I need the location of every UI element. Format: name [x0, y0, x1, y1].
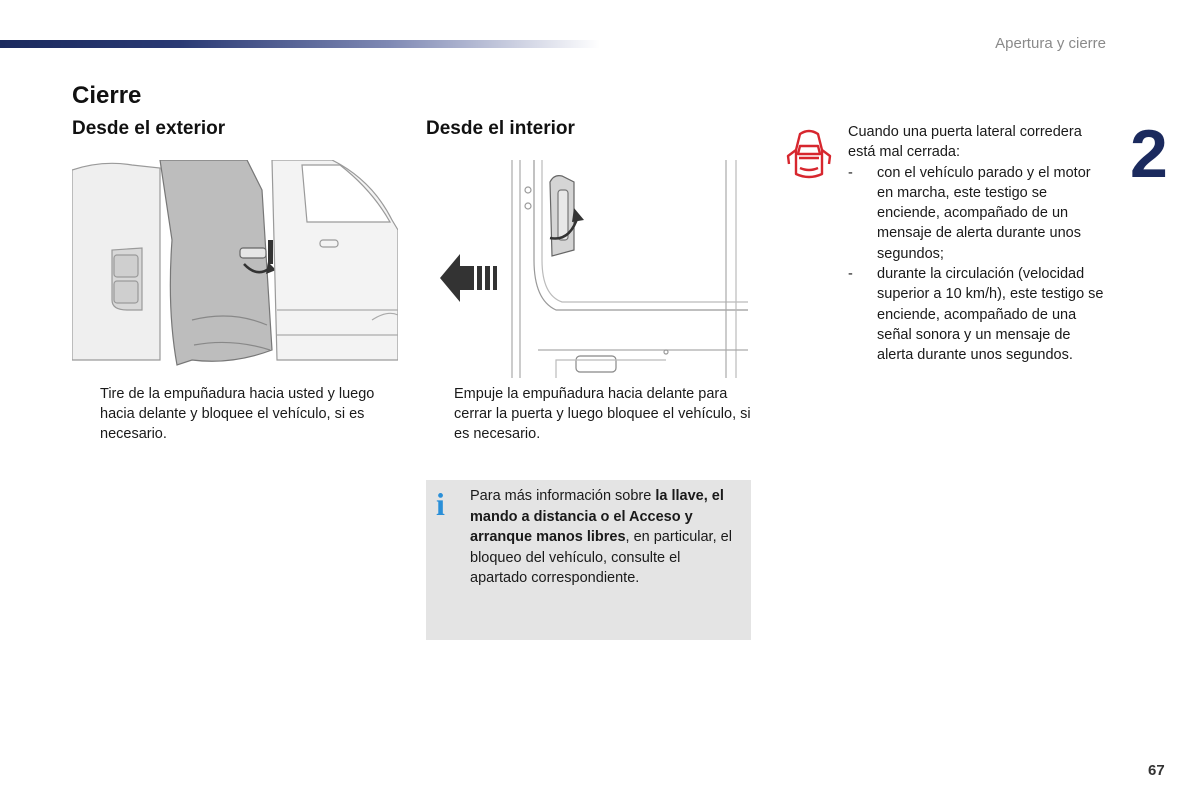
step-exterior-text: Tire de la empuñadura hacia usted y luego hacia delante y bloquee el vehículo, si es necesario. [100, 386, 375, 442]
figure-interior-sliding-door [426, 160, 752, 378]
warning-text [848, 122, 1108, 366]
info-box [426, 480, 751, 640]
info-text-suffix: , en particular, el bloqueo del vehículo, consulte el apartado correspondiente. [470, 529, 732, 586]
info-text [470, 486, 740, 589]
step-interior-text: Empuje la empuñadura hacia delante para cerrar la puerta y luego bloquee el vehículo, si es necesario. [454, 386, 751, 442]
door-open-warning-icon [786, 128, 832, 182]
page-title: Cierre [72, 82, 142, 109]
section-title: Apertura y cierre [995, 35, 1106, 52]
page-number: 67 [1148, 762, 1165, 779]
warning-item [848, 264, 1108, 365]
figure-exterior-sliding-door [72, 160, 398, 378]
warning-item-2: durante la circulación (velocidad superior a 10 km/h), este testigo se enciende, acompañado de una señal sonora y un mensaje de alerta durante unos segundos. [877, 266, 1104, 364]
chapter-number: 2 [1130, 116, 1168, 192]
info-text-prefix: Para más información sobre [470, 488, 656, 504]
header-gradient-bar [0, 40, 600, 48]
dash-bullet: - [848, 266, 853, 283]
info-text-bold: la llave, el mando a distancia o el Acceso y arranque manos libres [470, 488, 724, 545]
warning-intro: Cuando una puerta lateral corredera está mal cerrada: [848, 124, 1082, 161]
step-interior [426, 384, 756, 444]
heading-exterior: Desde el exterior [72, 118, 226, 139]
step-exterior [72, 384, 402, 444]
info-icon: i [436, 486, 445, 522]
warning-item [848, 163, 1108, 264]
heading-interior: Desde el interior [426, 118, 575, 139]
warning-item-1: con el vehículo parado y el motor en marcha, este testigo se enciende, acompañado de un mensaje de alerta durante unos segundos; [877, 164, 1091, 262]
dash-bullet: - [848, 164, 853, 181]
